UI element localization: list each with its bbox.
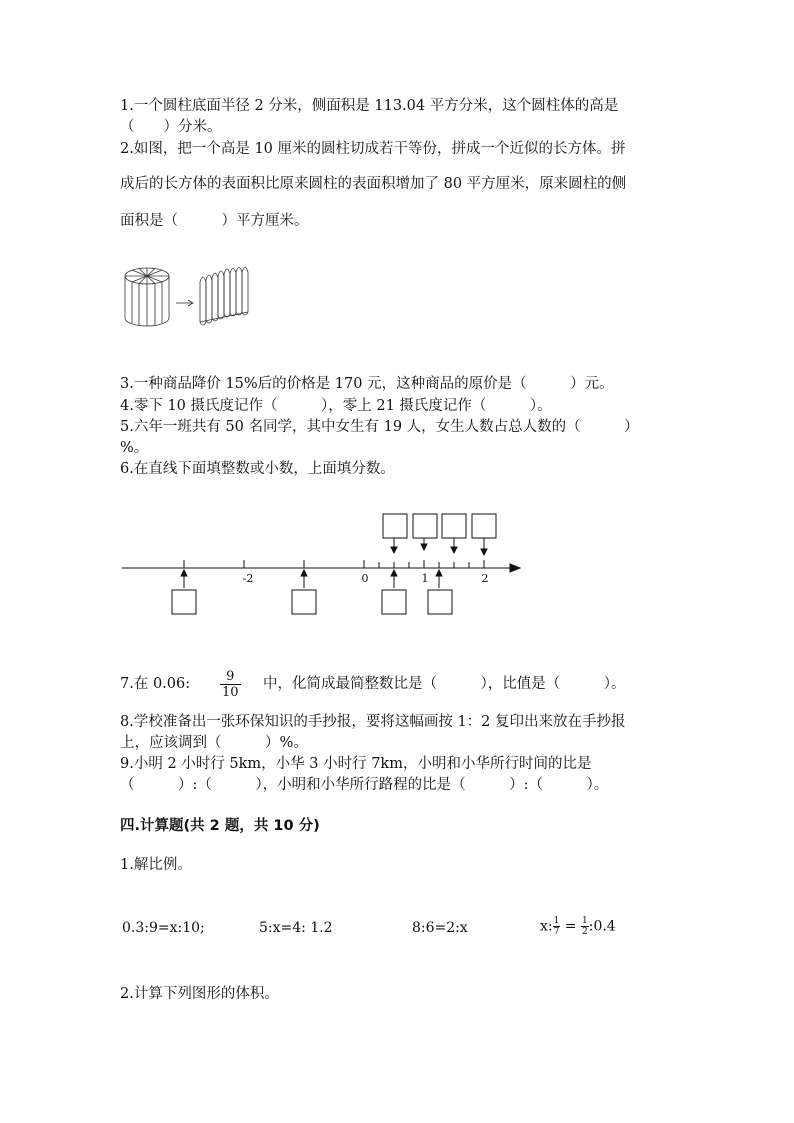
answer-box-top-4 [472, 514, 496, 538]
tick-label-neg2: -2 [242, 572, 254, 585]
question-7-prefix: 7.在 0.06: [120, 676, 191, 692]
tick-label-2: 2 [481, 572, 489, 585]
equation-4 [540, 916, 616, 937]
question-6: 6.在直线下面填整数或小数，上面填分数。 [120, 461, 395, 477]
equation-3: 8:6=2:x [412, 920, 468, 936]
question-7-suffix: 中，化简成最简整数比是（ ），比值是（ ）。 [263, 676, 626, 692]
section-4-question-1: 1.解比例。 [120, 857, 192, 873]
equation-4-equals: = [560, 918, 581, 935]
section-4-question-2: 2.计算下列图形的体积。 [120, 986, 279, 1002]
equation-1: 0.3:9=x:10; [122, 920, 205, 936]
equation-2: 5:x=4: 1.2 [259, 920, 333, 936]
number-line-figure [118, 510, 528, 620]
equation-4-fraction-2 [581, 916, 589, 937]
answer-box-bottom-3 [382, 590, 406, 614]
tick-label-0: 0 [361, 572, 369, 585]
cylinder-to-cuboid-figure [120, 266, 260, 330]
answer-box-top-3 [442, 514, 466, 538]
question-9-line-2: （ ）:（ ），小明和小华所行路程的比是（ ）:（ ）。 [120, 777, 609, 793]
question-8-line-2: 上，应该调到（ ）%。 [120, 735, 308, 751]
question-1-line-2: （ ）分米。 [120, 119, 222, 135]
question-5-line-1: 5.六年一班共有 50 名同学，其中女生有 19 人，女生人数占总人数的（ ） [120, 419, 639, 435]
fraction-denominator: 7 [553, 927, 560, 937]
question-4: 4.零下 10 摄氏度记作（ ），零上 21 摄氏度记作（ ）。 [120, 398, 552, 414]
answer-box-bottom-4 [428, 590, 452, 614]
question-8-line-1: 8.学校准备出一张环保知识的手抄报，要将这幅画按 1：2 复印出来放在手抄报 [120, 714, 626, 730]
axis-arrow-icon [510, 564, 520, 572]
fraction-denominator: 2 [582, 927, 588, 937]
tick-label-1: 1 [421, 572, 429, 585]
answer-box-top-1 [383, 514, 407, 538]
fraction-numerator: 1 [553, 916, 560, 926]
question-2-line-2: 成后的长方体的表面积比原来圆柱的表面积增加了 80 平方厘米，原来圆柱的侧 [120, 176, 627, 192]
fraction-numerator: 1 [582, 916, 588, 926]
question-5-line-2: %。 [120, 440, 149, 456]
question-3: 3.一种商品降价 15%后的价格是 170 元，这种商品的原价是（ ）元。 [120, 376, 614, 392]
answer-box-top-2 [413, 514, 437, 538]
question-9-line-1: 9.小明 2 小时行 5km，小华 3 小时行 7km，小明和小华所行时间的比是 [120, 756, 592, 772]
fraction-numerator: 9 [220, 669, 241, 685]
answer-box-bottom-2 [292, 590, 316, 614]
equation-4-prefix: x: [540, 918, 553, 935]
question-7-fraction [220, 669, 241, 700]
equation-4-suffix: :0.4 [588, 918, 616, 935]
question-1-line-1: 1.一个圆柱底面半径 2 分米，侧面积是 113.04 平方分米，这个圆柱体的高是 [120, 98, 619, 114]
answer-box-bottom-1 [172, 590, 196, 614]
fraction-denominator: 10 [222, 685, 239, 700]
section-4-heading: 四.计算题(共 2 题，共 10 分) [120, 818, 320, 834]
question-2-line-3: 面积是（ ）平方厘米。 [120, 213, 309, 229]
question-2-line-1: 2.如图，把一个高是 10 厘米的圆柱切成若干等份，拼成一个近似的长方体。拼 [120, 141, 626, 157]
